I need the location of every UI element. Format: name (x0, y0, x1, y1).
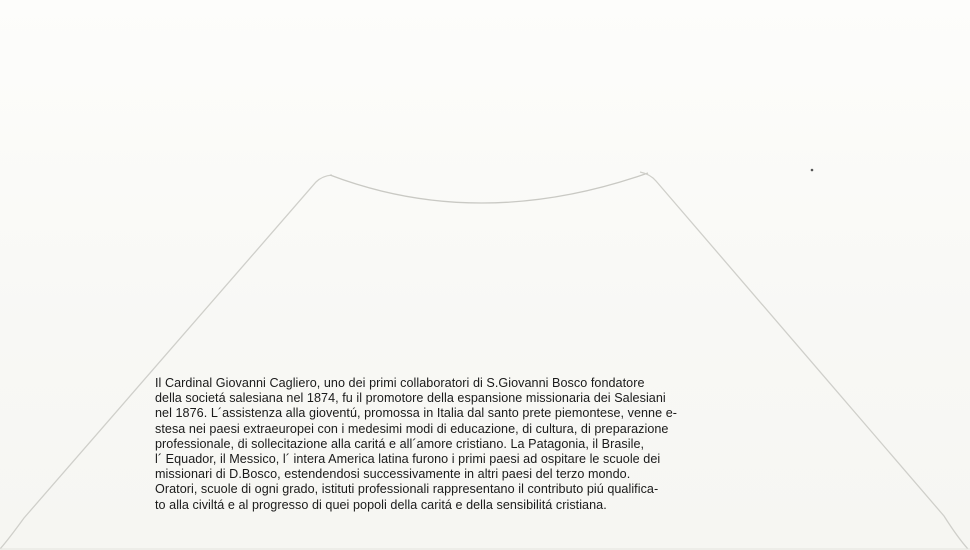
paragraph-line: l´ Equador, il Messico, l´ intera America latina furono i primi paesi ad ospitare le scuole dei (155, 452, 661, 467)
paragraph-line: Oratori, scuole di ogni grado, istituti professionali rappresentano il contributo piú qualifica- (155, 482, 659, 497)
paragraph-line: nel 1876. L´assistenza alla gioventú, promossa in Italia dal santo prete piemontese, venne e- (155, 406, 678, 421)
paragraph-line: professionale, di sollecitazione alla caritá e all´amore cristiano. La Patagonia, il Brasile, (155, 436, 645, 451)
paragraph-line: stesa nei paesi extraeuropei con i medesimi modi di educazione, di cultura, di preparazione (155, 421, 669, 436)
paragraph-line: to alla civiltá e al progresso di quei popoli della caritá e della sensibilitá cristiana. (155, 497, 607, 512)
paragraph-line: missionari di D.Bosco, estendendosi successivamente in altri paesi del terzo mondo. (155, 467, 631, 482)
paragraph-line: della societá salesiana nel 1874, fu il promotore della espansione missionaria dei Salesiani (155, 391, 666, 406)
speck (811, 169, 814, 172)
center-flap-edge (330, 173, 648, 203)
paragraph-line: Il Cardinal Giovanni Cagliero, uno dei primi collaboratori di S.Giovanni Bosco fondatore (155, 376, 645, 390)
descriptive-paragraph (155, 376, 835, 513)
